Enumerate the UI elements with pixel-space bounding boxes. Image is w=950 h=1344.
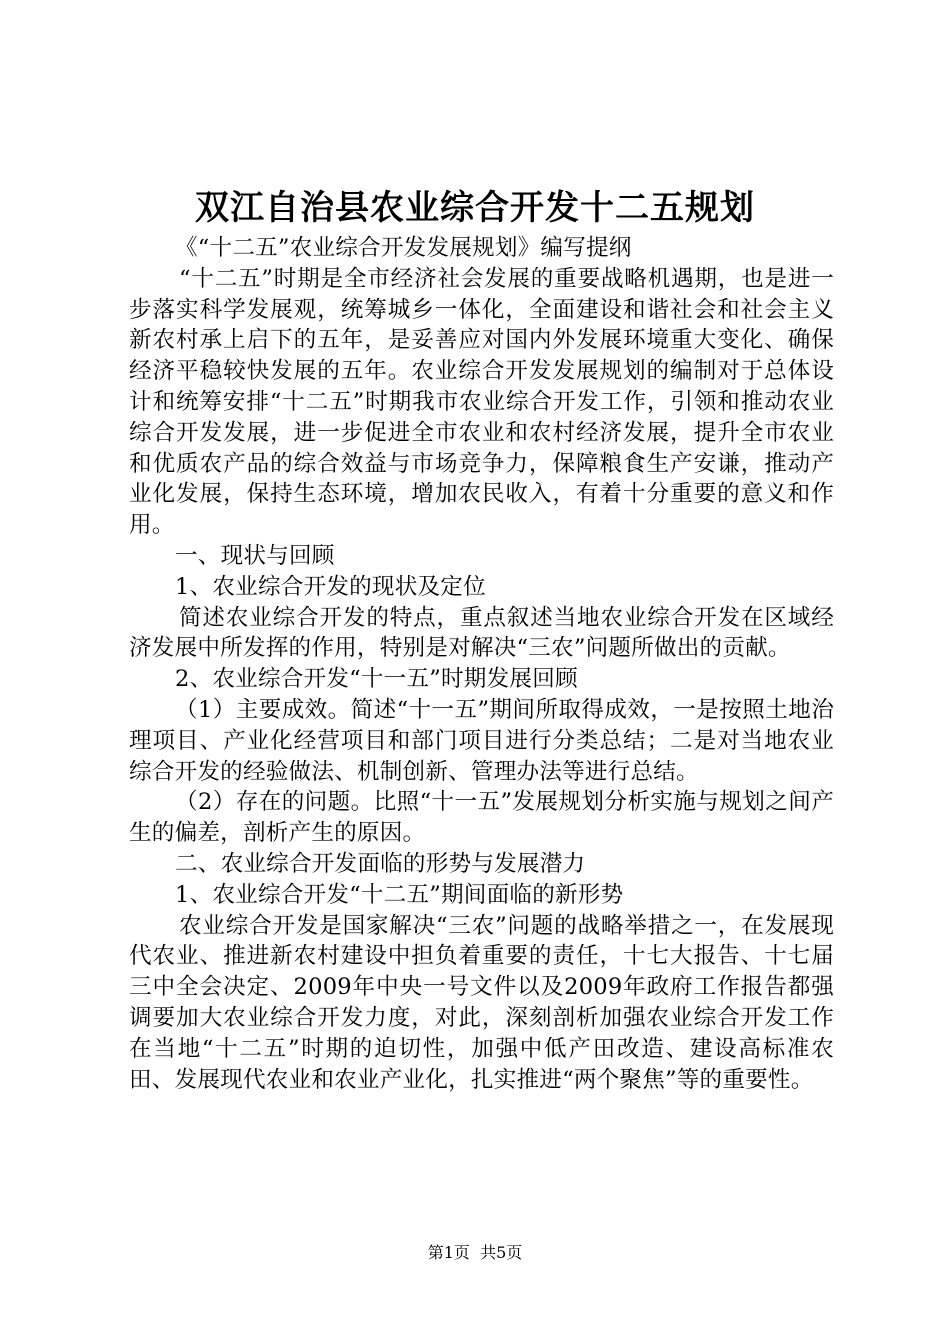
paragraph: 简述农业综合开发的特点，重点叙述当地农业综合开发在区域经济发展中所发挥的作用，特别是对解决“三农”问题所做出的贡献。 xyxy=(129,604,834,662)
subsection-heading: 2、农业综合开发“十一五”时期发展回顾 xyxy=(175,666,578,693)
page-number: 第1页 xyxy=(427,1243,470,1262)
paragraph: （2）存在的问题。比照“十一五”发展规划分析实施与规划之间产生的偏差，剖析产生的原因。 xyxy=(129,789,834,847)
paragraph: 农业综合开发是国家解决“三农”问题的战略举措之一，在发展现代农业、推进新农村建设中担负着重要的责任，十七大报告、十七届三中全会决定、2009年中央一号文件以及2009年政府工作报告都强调要加大农业综合开发力度，对此，深刻剖析加强农业综合开发工作在当地“十二五”时期的迫切性，加强中低产田改造、建设高标准农田、发展现代农业和农业产业化，扎实推进“两个聚焦”等的重要性。 xyxy=(129,912,834,1093)
document-title: 双江自治县农业综合开发十二五规划 xyxy=(195,188,755,228)
page-total: 共5页 xyxy=(480,1243,523,1262)
section-heading: 二、农业综合开发面临的形势与发展潜力 xyxy=(175,850,586,877)
subsection-heading: 1、农业综合开发的现状及定位 xyxy=(175,573,486,600)
paragraph-intro: “十二五”时期是全市经济社会发展的重要战略机遇期，也是进一步落实科学发展观，统筹城乡一体化，全面建设和谐社会和社会主义新农村承上启下的五年，是妥善应对国内外发展环境重大变化、确保经济平稳较快发展的五年。农业综合开发发展规划的编制对于总体设计和统筹安排“十二五”时期我市农业综合开发工作，引领和推动农业综合开发发展，进一步促进全市农业和农村经济发展，提升全市农业和优质农产品的综合效益与市场竞争力，保障粮食生产安谦，推动产业化发展，保持生态环境，增加农民收入，有着十分重要的意义和作用。 xyxy=(129,265,834,539)
paragraph: （1）主要成效。简述“十一五”期间所取得成效，一是按照土地治理项目、产业化经营项目和部门项目进行分类总结；二是对当地农业综合开发的经验做法、机制创新、管理办法等进行总结。 xyxy=(129,696,834,785)
document-body xyxy=(129,233,834,1095)
page-footer xyxy=(0,1243,950,1263)
subsection-heading: 1、农业综合开发“十二五”期间面临的新形势 xyxy=(175,881,624,908)
section-heading: 一、现状与回顾 xyxy=(175,542,335,569)
paragraph-outline-heading: 《“十二五”农业综合开发发展规划》编写提纲 xyxy=(175,235,632,261)
